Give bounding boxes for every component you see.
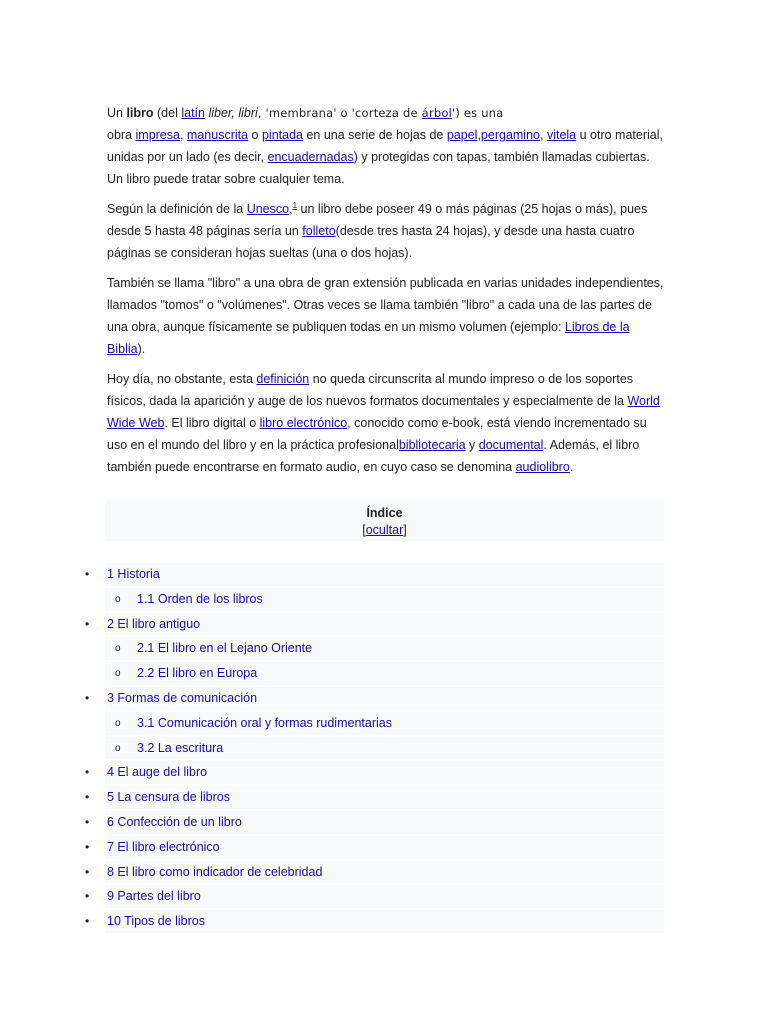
toc-list bbox=[0, 562, 768, 934]
bullet-icon: • bbox=[85, 690, 90, 705]
toc-item bbox=[0, 686, 768, 711]
toc-link[interactable]: 3 Formas de comunicación bbox=[107, 690, 258, 705]
toc-item bbox=[0, 612, 768, 637]
paragraph-definition bbox=[107, 195, 667, 264]
toc-item bbox=[0, 835, 768, 860]
toc-item bbox=[0, 884, 768, 909]
circle-bullet-icon: o bbox=[115, 742, 121, 754]
text: no queda circunscrita al mundo impreso o de los soportes físicos, dada la aparición y auge de los nuevos formatos documentales y especialmente de la bbox=[107, 372, 634, 409]
toc-link[interactable]: 6 Confección de un libro bbox=[107, 814, 242, 829]
text: en una serie de hojas de bbox=[302, 128, 447, 142]
toc-item bbox=[0, 661, 768, 686]
circle-bullet-icon: o bbox=[115, 643, 121, 655]
link-unesco[interactable]: Unesco bbox=[246, 202, 290, 217]
toc-item bbox=[0, 785, 768, 810]
article-body bbox=[107, 102, 667, 486]
toc-item bbox=[0, 909, 768, 934]
toc-link[interactable]: 8 El libro como indicador de celebridad bbox=[107, 864, 323, 879]
link-impresa[interactable]: impresa bbox=[135, 128, 180, 142]
toc-link[interactable]: 7 El libro electrónico bbox=[107, 839, 220, 854]
toc-link[interactable]: 10 Tipos de libros bbox=[107, 914, 205, 929]
link-definicion[interactable]: definición bbox=[256, 372, 310, 387]
text: o bbox=[248, 128, 262, 142]
bullet-icon: • bbox=[85, 790, 90, 805]
toc-link[interactable]: 2 El libro antiguo bbox=[107, 616, 201, 631]
link-pergamino[interactable]: pergamino bbox=[480, 128, 540, 142]
link-pintada[interactable]: pintada bbox=[261, 128, 303, 142]
bullet-icon: • bbox=[85, 914, 90, 929]
link-arbol[interactable]: árbol bbox=[421, 106, 452, 120]
paragraph-digital bbox=[107, 368, 667, 478]
toc-item bbox=[0, 587, 768, 612]
link-audiolibro[interactable]: audiolibro bbox=[515, 460, 570, 475]
link-folleto[interactable]: folleto bbox=[302, 224, 336, 239]
toc-title: Índice bbox=[366, 506, 403, 520]
text: un libro debe poseer 49 o más páginas (25 hojas o más), pues desde 5 hasta 48 páginas sería un bbox=[107, 202, 648, 239]
reference-1[interactable]: 1 bbox=[292, 201, 298, 210]
toc-item bbox=[0, 860, 768, 885]
text: , bbox=[179, 128, 187, 142]
link-libro-electronico[interactable]: libro electrónico bbox=[259, 416, 348, 431]
text: (del bbox=[153, 106, 182, 120]
text: ). bbox=[137, 342, 146, 357]
bullet-icon: • bbox=[85, 765, 90, 780]
text: ') es una bbox=[451, 106, 504, 120]
toc-link[interactable]: 4 El auge del libro bbox=[107, 765, 208, 780]
text: Hoy día, no obstante, esta bbox=[107, 372, 257, 387]
bracket: [ bbox=[362, 523, 366, 537]
toc-link[interactable]: 3.2 La escritura bbox=[137, 740, 224, 755]
toc-row-background bbox=[105, 563, 664, 586]
toc-link[interactable]: 1 Historia bbox=[107, 567, 160, 581]
circle-bullet-icon: o bbox=[115, 593, 121, 605]
text: . El libro digital o bbox=[164, 416, 260, 431]
toc-item bbox=[0, 636, 768, 661]
bracket: ] bbox=[403, 523, 407, 537]
bullet-icon: • bbox=[85, 864, 90, 879]
text: u otro material, unidas por un lado (es decir, bbox=[107, 128, 663, 164]
link-bibliotecaria[interactable]: bibliotecaria bbox=[398, 438, 466, 453]
text: , conocido como e-book, está viendo incrementado su uso en el mundo del libro y en la práctica profesional bbox=[107, 416, 647, 453]
toc-item bbox=[0, 810, 768, 835]
paragraph-intro bbox=[107, 102, 667, 190]
paragraph-volumes bbox=[107, 272, 667, 360]
text: obra bbox=[107, 128, 136, 142]
circle-bullet-icon: o bbox=[115, 668, 121, 680]
circle-bullet-icon: o bbox=[115, 717, 121, 729]
term-bold: libro bbox=[126, 106, 154, 120]
toc-item bbox=[0, 562, 768, 587]
toc-item bbox=[0, 760, 768, 785]
text: y bbox=[465, 438, 479, 453]
bullet-icon: • bbox=[85, 616, 90, 631]
text-italic: liber, libri bbox=[204, 106, 258, 120]
text: . bbox=[569, 460, 574, 475]
text: ) y protegidas con tapas, también llamadas cubiertas. Un libro puede tratar sobre cualquier tema. bbox=[107, 150, 650, 186]
text: , 'membrana' o 'corteza de bbox=[257, 106, 422, 120]
text: , bbox=[477, 128, 481, 142]
bullet-icon: • bbox=[85, 567, 90, 581]
toc-toggle bbox=[105, 521, 664, 539]
text: (desde tres hasta 24 hojas), y desde una hasta cuatro páginas se consideran hojas sueltas (una o dos hojas). bbox=[107, 224, 635, 261]
toc-header bbox=[105, 500, 664, 541]
text: , bbox=[289, 202, 293, 217]
toc-link[interactable]: 5 La censura de libros bbox=[107, 790, 230, 805]
bullet-icon: • bbox=[85, 814, 90, 829]
text: . Además, el libro también puede encontrarse en formato audio, en cuyo caso se denomina bbox=[107, 438, 640, 475]
toc-link[interactable]: 2.2 El libro en Europa bbox=[137, 666, 258, 681]
toc-link[interactable]: 1.1 Orden de los libros bbox=[137, 591, 263, 606]
text: Según la definición de la bbox=[107, 202, 247, 217]
toc-item bbox=[0, 736, 768, 761]
link-vitela[interactable]: vitela bbox=[546, 128, 577, 142]
toc-link[interactable]: 3.1 Comunicación oral y formas rudimentarias bbox=[137, 715, 392, 730]
toc-item bbox=[0, 711, 768, 736]
toc-link[interactable]: 9 Partes del libro bbox=[107, 889, 201, 904]
bullet-icon: • bbox=[85, 839, 90, 854]
toc-hide-link[interactable]: ocultar bbox=[365, 523, 404, 537]
link-documental[interactable]: documental bbox=[478, 438, 544, 453]
link-papel[interactable]: papel bbox=[446, 128, 478, 142]
link-latin[interactable]: latín bbox=[181, 106, 205, 120]
text: , bbox=[540, 128, 547, 142]
link-world-wide-web[interactable]: World Wide Web bbox=[107, 394, 660, 431]
link-manuscrita[interactable]: manuscrita bbox=[186, 128, 249, 142]
text: También se llama "libro" a una obra de gran extensión publicada en varias unidades independientes, llamados "tomos" o "volúmenes". Otras veces se llama también "libro" a cada una de las partes de una obra, aunque físicamente se publiquen todas en un mismo volumen (ejemplo: bbox=[107, 276, 664, 335]
text: Un bbox=[107, 106, 127, 120]
bullet-icon: • bbox=[85, 889, 90, 904]
link-encuadernadas[interactable]: encuadernadas bbox=[267, 150, 354, 164]
toc-link[interactable]: 2.1 El libro en el Lejano Oriente bbox=[137, 641, 313, 656]
link-libros-biblia[interactable]: Libros de la Biblia bbox=[107, 320, 630, 357]
